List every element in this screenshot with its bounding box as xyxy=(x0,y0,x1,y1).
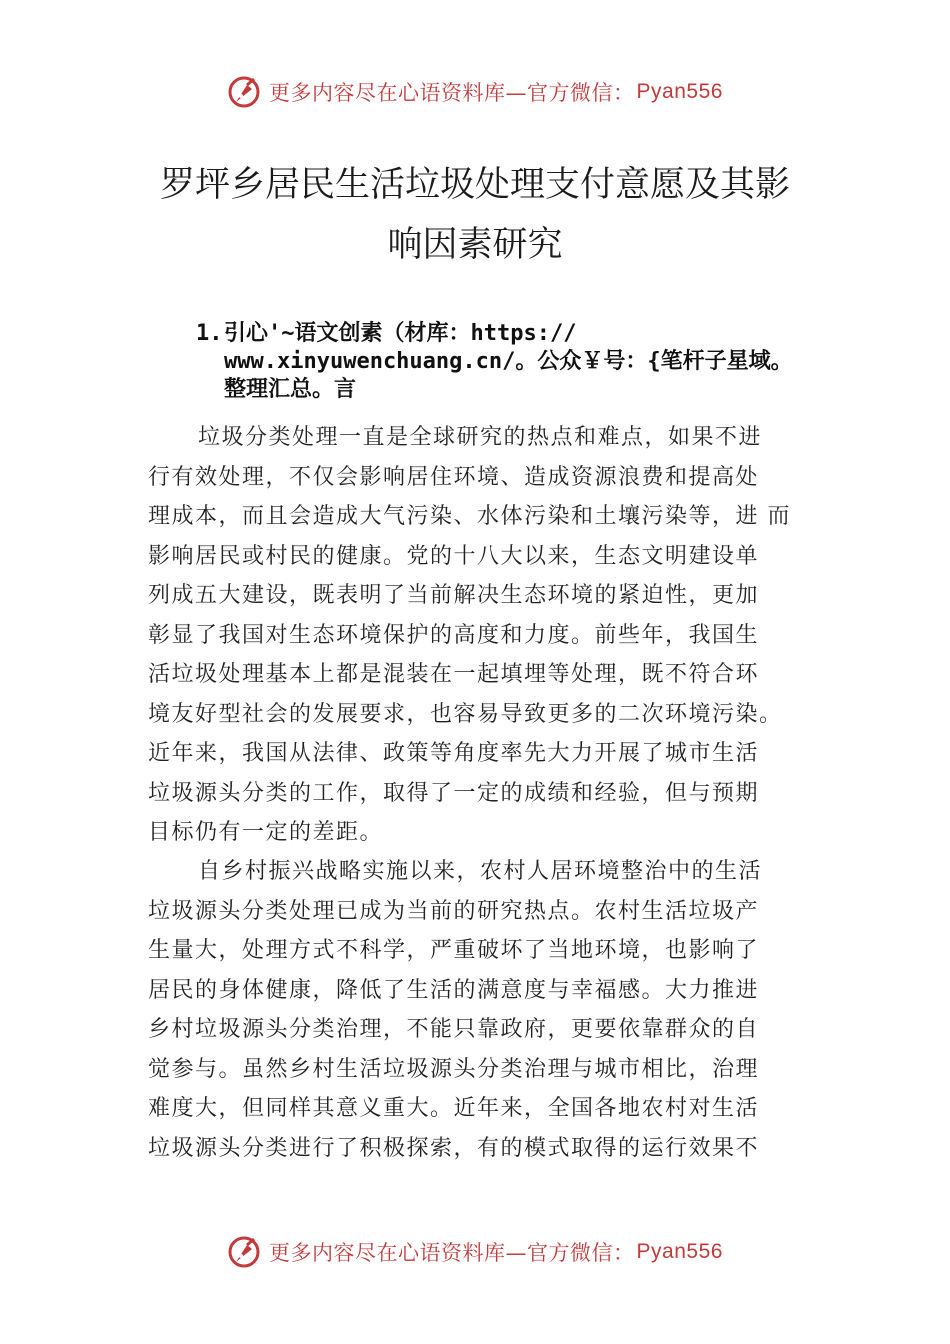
paragraph-line: 垃圾源头分类的工作，取得了一定的成绩和经验，但与预期 xyxy=(148,780,760,806)
pen-nib-logo-icon xyxy=(227,75,261,109)
paragraph-line: 自乡村振兴战略实施以来，农村人居环境整治中的生活 xyxy=(198,859,763,884)
paragraph-line: 垃圾分类处理一直是全球研究的热点和难点，如果不进 xyxy=(198,425,763,450)
paragraph-line: 难度大，但同样其意义重大。近年来，全国各地农村对生活 xyxy=(148,1096,760,1121)
banner-text: 更多内容尽在心语资料库—官方微信： xyxy=(269,1241,635,1265)
paragraph-line: 列成五大建设，既表明了当前解决生态环境的紧迫性，更加 xyxy=(148,583,760,608)
paragraph-line: 近年来，我国从法律、政策等角度率先大力开展了城市生活 xyxy=(148,741,760,766)
section-heading-line: 引心'~语文创素（材库：https:// xyxy=(224,321,577,346)
footer-banner xyxy=(0,1232,950,1272)
paragraph-line: 境友好型社会的发展要求，也容易导致更多的二次环境污染。 xyxy=(148,701,783,727)
title-line-1: 罗坪乡居民生活垃圾处理支付意愿及其影 xyxy=(159,165,790,205)
paragraph-line: 生量大，处理方式不科学，严重破坏了当地环境，也影响了 xyxy=(148,938,760,963)
paragraph-line: 觉参与。虽然乡村生活垃圾源头分类治理与城市相比，治理 xyxy=(148,1056,760,1082)
title-line-2: 响因素研究 xyxy=(387,225,563,265)
paragraph-line: 活垃圾处理基本上都是混装在一起填埋等处理，既不符合环 xyxy=(148,662,760,687)
paragraph-line: 理成本，而且会造成大气污染、水体污染和土壤污染等，进 而 xyxy=(148,504,791,529)
wechat-id: Pyan556 xyxy=(636,1240,723,1263)
paragraph-line: 行有效处理，不仅会影响居住环境、造成资源浪费和提高处 xyxy=(148,464,760,490)
section-heading xyxy=(196,320,896,404)
paragraph-line: 垃圾源头分类进行了积极探索，有的模式取得的运行效果不 xyxy=(148,1135,760,1161)
paragraph-line: 居民的身体健康，降低了生活的满意度与幸福感。大力推进 xyxy=(148,977,760,1003)
paragraph-line: 目标仍有一定的差距。 xyxy=(148,820,384,845)
body-paragraph-1 xyxy=(148,418,818,853)
body-paragraph-2 xyxy=(148,852,818,1168)
section-number: 1. xyxy=(196,321,223,346)
document-title xyxy=(100,155,850,275)
section-heading-line: 整理汇总。言 xyxy=(224,377,357,402)
wechat-id: Pyan556 xyxy=(636,80,723,103)
section-heading-line: www.xinyuwenchuang.cn/。公众￥号：{笔杆子星域。 xyxy=(224,349,793,374)
paragraph-line: 彰显了我国对生态环境保护的高度和力度。前些年，我国生 xyxy=(148,622,760,648)
paragraph-line: 乡村垃圾源头分类治理，不能只靠政府，更要依靠群众的自 xyxy=(148,1017,760,1042)
pen-nib-logo-icon xyxy=(227,1235,261,1269)
paragraph-line: 垃圾源头分类处理已成为当前的研究热点。农村生活垃圾产 xyxy=(148,898,760,924)
header-banner xyxy=(0,72,950,112)
banner-text: 更多内容尽在心语资料库—官方微信： xyxy=(269,81,635,105)
paragraph-line: 影响居民或村民的健康。党的十八大以来，生态文明建设单 xyxy=(148,543,760,569)
